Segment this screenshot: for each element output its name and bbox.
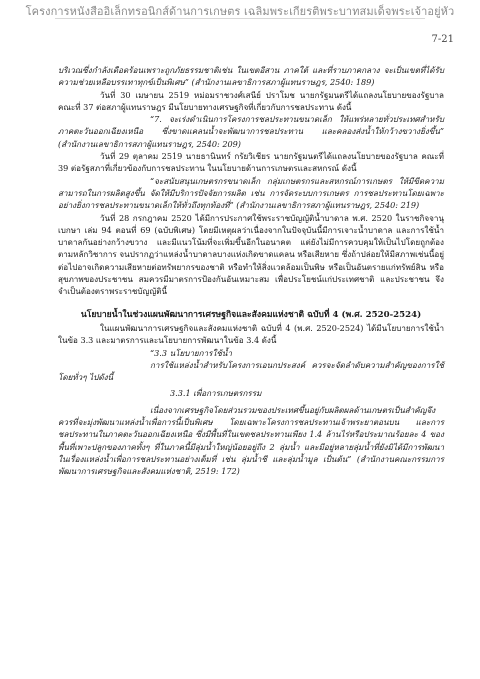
- paragraph-plan-4-intro: ในแผนพัฒนาการเศรษฐกิจและสังคมแห่งชาติ ฉบับที่ 4 (พ.ศ. 2520-2524) ได้มีนโยบายการใช้น้ำในข้อ 3.3 และมาตรการและนโยบายการพัฒนาในข้อ 3.4 ดังนี้: [58, 322, 444, 346]
- paragraph-senee-policy: วันที่ 30 เมษายน 2519 หม่อมราชวงศ์เสนีย์ ปราโมช นายกรัฐมนตรีได้แถลงนโยบายของรัฐบาล คณะที่ 37 ต่อสภาผู้แทนราษฎร มีนโยบายทางเศรษฐกิจที่เกี่ยวกับการชลประทาน ดังนี้: [58, 89, 444, 112]
- quote-small-farmers: “จะสนับสนุนเกษตรกรขนาดเล็ก กลุ่มเกษตรกรและสหกรณ์การเกษตร ให้มีขีดความสามารถในการผลิตสูงขึ้น จัดให้มีบริการปัจจัยการผลิต เช่น การจัดระบบการเกษตร การชลประทานโดยเฉพาะอย่างยิ่งการชลประทานขนาดเล็กให้ทั่วถึงทุกท้องที่” (สำนักงานเลขาธิการสภาผู้แทนราษฎร, 2540: 219): [58, 175, 444, 211]
- subheading-agriculture: 3.3.1 เพื่อการเกษตรกรรม: [170, 388, 262, 399]
- paragraph-agriculture-priority: เนื่องจากเศรษฐกิจโดยส่วนรวมของประเทศขึ้นอยู่กับผลิตผลด้านเกษตรเป็นสำคัญจึงควรที่จะมุ่งพัฒนาแหล่งน้ำเพื่อการนี้เป็นพิเศษ โดยเฉพาะโครงการชลประทานเจ้าพระยาตอนบน และการชลประทานในภาคตะวันออกเฉียงเหนือ ซึ่งมีพื้นที่ในเขตชลประทานเพียง 1.4 ล้านไร่หรือประมาณร้อยละ 4 ของพื้นที่เพาะปลูกของภาคทั้งๆ ที่ในภาคนี้มีลุ่มน้ำใหญ่น้อยอยู่ถึง 2 ลุ่มน้ำ และมีอยู่หลายลุ่มน้ำที่ยังมิได้มีการพัฒนาในเรื่องแหล่งน้ำเพื่อการชลประทานอย่างเต็มที่ เช่น ลุ่มน้ำชี และลุ่มน้ำมูล เป็นต้น” (สำนักงานคณะกรรมการพัฒนาการเศรษฐกิจและสังคมแห่งชาติ, 2519: 172): [58, 404, 444, 477]
- quote-irrigation-item-7: “7. จะเร่งดำเนินการโครงการชลประทานขนาดเล็ก ให้แพร่หลายทั่วประเทศสำหรับภาคตะวันออกเฉียงเหนือ ซึ่งขาดแคลนน้ำจะพัฒนาการชลประทาน และคลองส่งน้ำให้กว้างขวางยิ่งขึ้น” (สำนักงานเลขาธิการสภาผู้แทนราษฎร, 2540: 209): [58, 114, 444, 149]
- paragraph-multipurpose-use: การใช้แหล่งน้ำสำหรับโครงการเอนกประสงค์ ควรจะจัดลำดับความสำคัญของการใช้โดยทั่วๆ ไปดังนี้: [58, 359, 444, 383]
- running-header: โครงการหนังสืออิเล็กทรอนิกส์ด้านการเกษตร เฉลิมพระเกียรติพระบาทสมเด็จพระเจ้าอยู่หัว: [25, 5, 455, 18]
- paragraph-thanin-policy: วันที่ 29 ตุลาคม 2519 นายธานินทร์ กรัยวิเชียร นายกรัฐมนตรีได้แถลงนโยบายของรัฐบาล คณะที่ 39 ต่อรัฐสภาที่เกี่ยวข้องกับการชลประทาน ในนโยบายด้านการเกษตรและสหกรณ์ ดังนี้: [58, 151, 444, 174]
- page-number: 7-21: [431, 34, 454, 45]
- subheading-water-policy: “3.3 นโยบายการใช้น้ำ: [150, 347, 232, 358]
- header-rule: [55, 18, 425, 19]
- section-heading: นโยบายน้ำในช่วงแผนพัฒนาการเศรษฐกิจและสังคมแห่งชาติ ฉบับที่ 4 (พ.ศ. 2520-2524): [80, 309, 422, 320]
- paragraph-continuation: บริเวณซึ่งกำลังเดือดร้อนเพราะถูกภัยธรรมชาติเช่น ในเขตอีสาน ภาคใต้ และที่ราบภาคกลาง จะเป็นเขตที่ได้รับความช่วยเหลือบรรเทาทุกข์เป็นพิเศษ” (สำนักงานเลขาธิการสภาผู้แทนราษฎร, 2540: 189): [58, 65, 444, 88]
- paragraph-groundwater-act: วันที่ 28 กรกฎาคม 2520 ได้มีการประกาศใช้พระราชบัญญัติน้ำบาดาล พ.ศ. 2520 ในราชกิจจานุเบกษา เล่ม 94 ตอนที่ 69 (ฉบับพิเศษ) โดยมีเหตุผลว่าเนื่องจากในปัจจุบันนี้มีการเจาะน้ำบาดาล และการใช้น้ำบาดาลกันอย่างกว้างขวาง และมีแนวโน้มที่จะเพิ่มขึ้นอีกในอนาคต แต่ยังไม่มีการควบคุมให้เป็นไปโดยถูกต้องตามหลักวิชาการ จนปรากฏว่าแหล่งน้ำบาดาลบางแห่งเกิดขาดแคลน หรือเสียหาย ซึ่งถ้าปล่อยให้มีสภาพเช่นนี้อยู่ต่อไปอาจเกิดความเสียหายต่อทรัพยากรของชาติ หรือทำให้สิ่งแวดล้อมเป็นพิษ หรือเป็นอันตรายแก่ทรัพย์สิน หรือสุขภาพของประชาชน สมควรมีมาตรการป้องกันอันเหมาะสม เพื่อประโยชน์แก่ประเทศชาติ และประชาชน จึงจำเป็นต้องตราพระราชบัญญัตินี้: [58, 212, 444, 297]
- body-text: [58, 64, 444, 478]
